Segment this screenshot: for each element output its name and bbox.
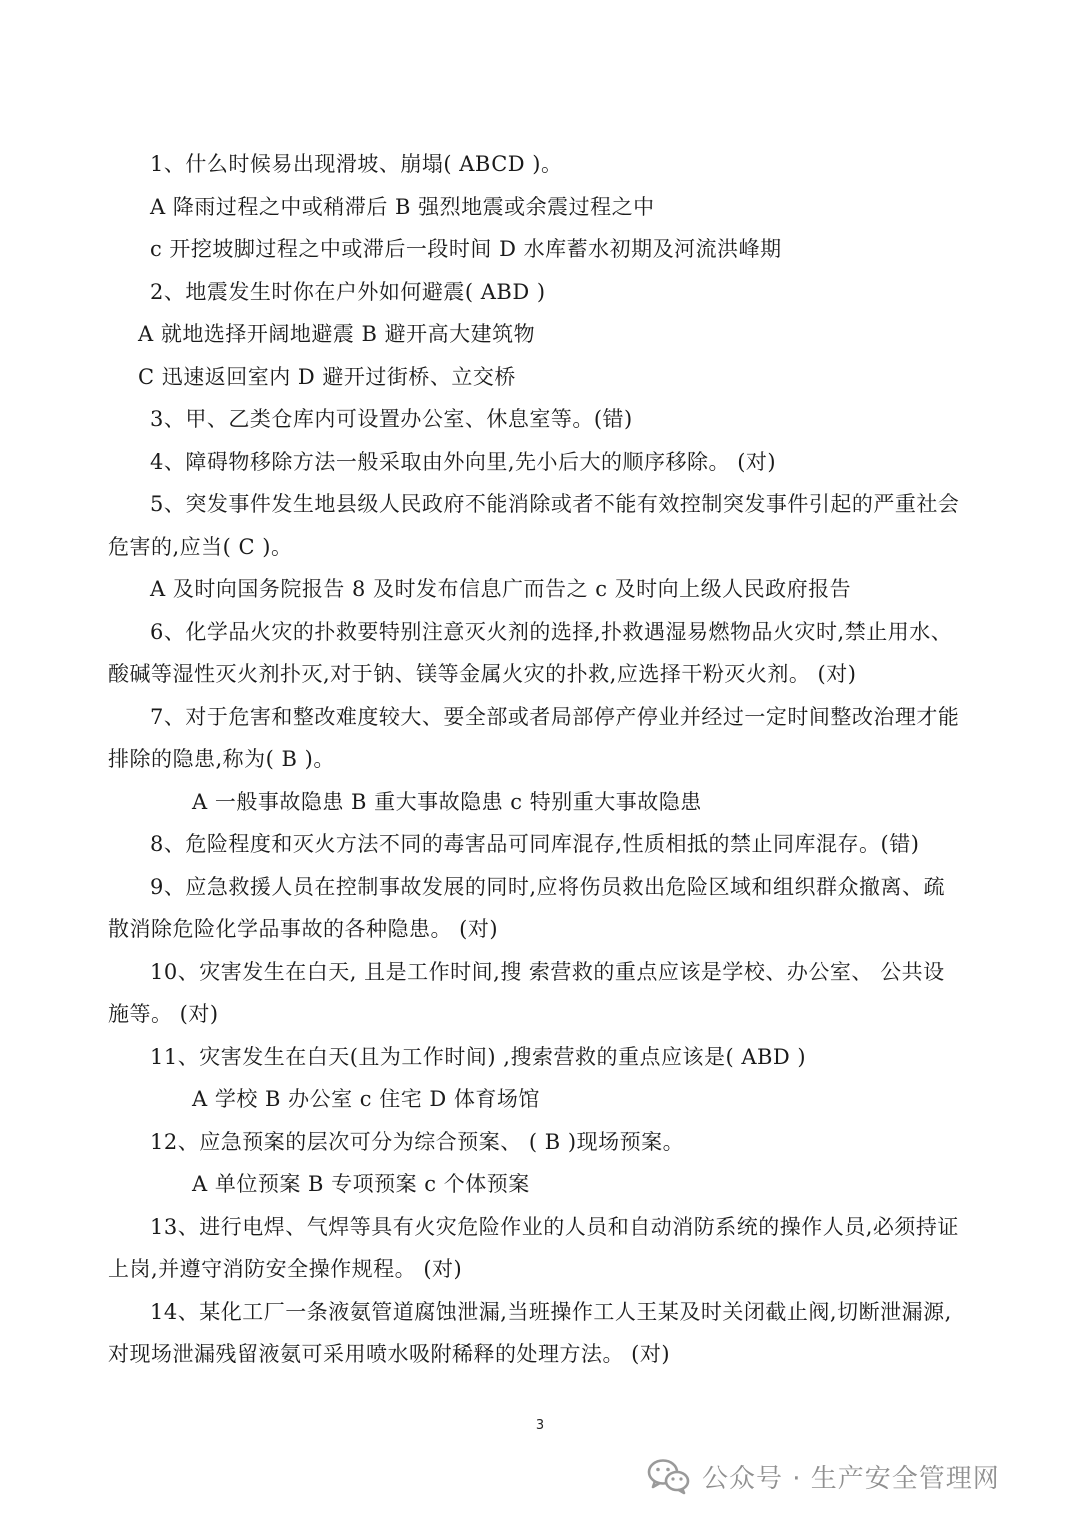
q1-question: 1、什么时候易出现滑坡、崩塌( ABCD )。: [150, 152, 563, 176]
q13-statement-line1: 13、进行电焊、气焊等具有火灾危险作业的人员和自动消防系统的操作人员,必须持证: [150, 1215, 959, 1239]
q13-statement-line2: 上岗,并遵守消防安全操作规程。 (对): [108, 1257, 463, 1281]
q2-options-ab: A 就地选择开阔地避震 B 避开高大建筑物: [138, 322, 536, 346]
q7-question-line2: 排除的隐患,称为( B )。: [108, 747, 335, 771]
wechat-icon: [644, 1456, 692, 1496]
q2-question: 2、地震发生时你在户外如何避震( ABD ): [150, 280, 546, 304]
q8-statement: 8、危险程度和灭火方法不同的毒害品可同库混存,性质相抵的禁止同库混存。(错): [150, 832, 920, 856]
q4-statement: 4、障碍物移除方法一般采取由外向里,先小后大的顺序移除。 (对): [150, 450, 777, 474]
q9-statement-line1: 9、应急救援人员在控制事故发展的同时,应将伤员救出危险区域和组织群众撤离、疏: [150, 875, 946, 899]
q9-statement-line2: 散消除危险化学品事故的各种隐患。 (对): [108, 917, 499, 941]
q1-options-ab: A 降雨过程之中或稍滞后 B 强烈地震或余震过程之中: [150, 195, 655, 219]
page-number: 3: [535, 1418, 545, 1433]
q5-options: A 及时向国务院报告 8 及时发布信息广而告之 c 及时向上级人民政府报告: [150, 577, 852, 601]
q6-statement-line1: 6、化学品火灾的扑救要特别注意灭火剂的选择,扑救遇湿易燃物品火灾时,禁止用水、: [150, 620, 953, 644]
q12-options: A 单位预案 B 专项预案 c 个体预案: [192, 1172, 530, 1196]
watermark-text: 公众号 · 生产安全管理网: [702, 1463, 1000, 1494]
q5-question-line2: 危害的,应当( C )。: [108, 535, 293, 559]
q14-statement-line2: 对现场泄漏残留液氨可采用喷水吸附稀释的处理方法。 (对): [108, 1342, 671, 1366]
q2-options-cd: C 迅速返回室内 D 避开过街桥、立交桥: [138, 365, 516, 389]
q7-question-line1: 7、对于危害和整改难度较大、要全部或者局部停产停业并经过一定时间整改治理才能: [150, 705, 960, 729]
watermark: [644, 1456, 1000, 1496]
q11-question: 11、灾害发生在白天(且为工作时间) ,搜索营救的重点应该是( ABD ): [150, 1045, 807, 1069]
q10-statement-line1: 10、灾害发生在白天, 且是工作时间,搜 索营救的重点应该是学校、办公室、 公共设: [150, 960, 945, 984]
q3-statement: 3、甲、乙类仓库内可设置办公室、休息室等。(错): [150, 407, 633, 431]
q7-options: A 一般事故隐患 B 重大事故隐患 c 特别重大事故隐患: [192, 790, 702, 814]
q10-statement-line2: 施等。 (对): [108, 1002, 219, 1026]
q11-options: A 学校 B 办公室 c 住宅 D 体育场馆: [192, 1087, 540, 1111]
q6-statement-line2: 酸碱等湿性灭火剂扑灭,对于钠、镁等金属火灾的扑救,应选择干粉灭火剂。 (对): [108, 662, 857, 686]
q5-question-line1: 5、突发事件发生地县级人民政府不能消除或者不能有效控制突发事件引起的严重社会: [150, 492, 960, 516]
q12-question: 12、应急预案的层次可分为综合预案、 ( B )现场预案。: [150, 1130, 685, 1154]
q1-options-cd: c 开挖坡脚过程之中或滞后一段时间 D 水库蓄水初期及河流洪峰期: [150, 237, 782, 261]
q14-statement-line1: 14、某化工厂一条液氨管道腐蚀泄漏,当班操作工人王某及时关闭截止阀,切断泄漏源,: [150, 1300, 952, 1324]
